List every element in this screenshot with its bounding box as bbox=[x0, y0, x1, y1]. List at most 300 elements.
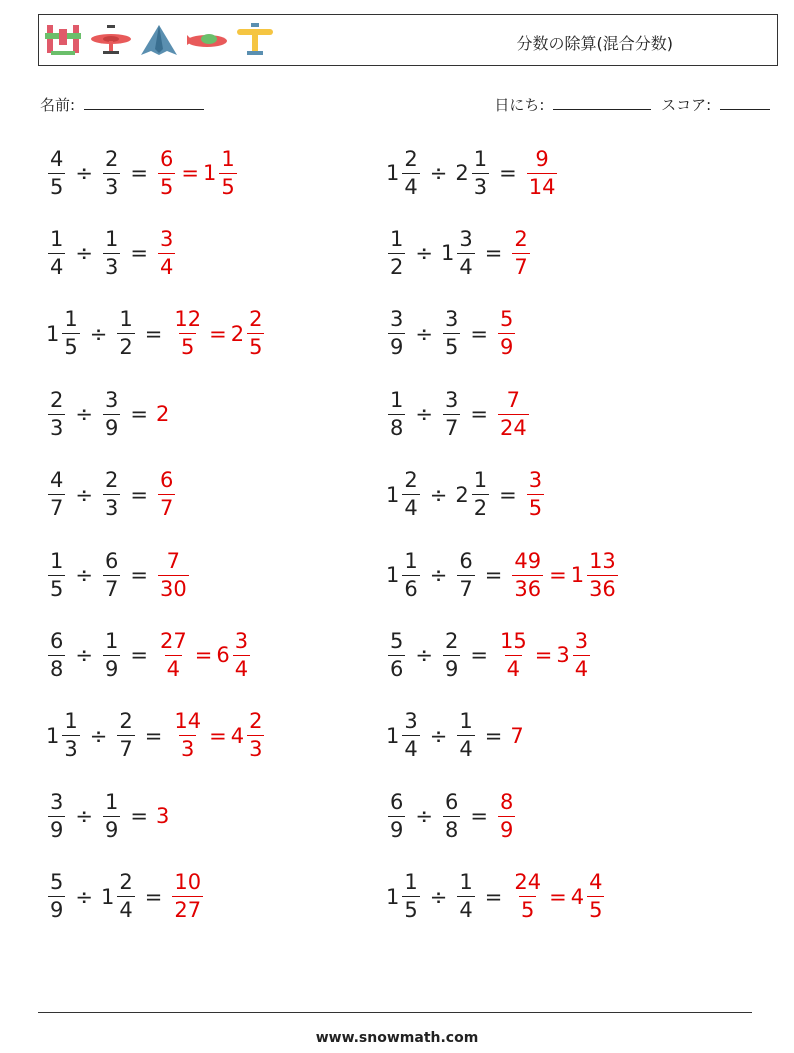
dividend-fraction bbox=[388, 628, 405, 681]
problem-item bbox=[46, 460, 177, 530]
divisor-number bbox=[101, 146, 122, 199]
equals-sign: = bbox=[470, 321, 488, 346]
dividend-number bbox=[46, 789, 67, 842]
dividend-fraction bbox=[48, 789, 65, 842]
divisor-numerator: 1 bbox=[459, 870, 473, 895]
divisor-denominator: 2 bbox=[473, 496, 488, 521]
answer-number bbox=[496, 387, 531, 440]
dividend-denominator: 6 bbox=[404, 576, 418, 601]
divisor-fraction bbox=[472, 146, 489, 199]
answer-mixed-fraction bbox=[587, 548, 618, 601]
answer-denominator: 30 bbox=[159, 576, 187, 601]
problem-item bbox=[386, 862, 606, 932]
equals-sign: = bbox=[144, 723, 163, 748]
dividend-number bbox=[386, 309, 407, 358]
answer bbox=[170, 872, 205, 921]
answer-mixed-whole: 6 bbox=[216, 643, 230, 668]
equals-sign: = bbox=[499, 161, 517, 185]
divisor-fraction bbox=[457, 548, 474, 601]
dividend-denominator: 8 bbox=[50, 656, 64, 681]
divisor-numerator: 1 bbox=[104, 789, 119, 814]
equals-sign: = bbox=[144, 321, 163, 346]
answer-fraction bbox=[512, 548, 543, 601]
answer-number bbox=[510, 548, 545, 601]
divide-sign: ÷ bbox=[89, 723, 108, 748]
divide-sign: ÷ bbox=[429, 884, 448, 909]
divisor-whole: 2 bbox=[455, 161, 469, 185]
answer-number bbox=[156, 470, 177, 519]
divisor-number bbox=[455, 872, 476, 921]
divisor-denominator: 4 bbox=[119, 898, 133, 923]
divisor-numerator: 6 bbox=[104, 548, 119, 573]
divisor-fraction bbox=[457, 872, 474, 921]
answer-fraction bbox=[498, 789, 515, 842]
answer-whole: 3 bbox=[155, 804, 170, 829]
answer-equals-sign: = bbox=[181, 161, 199, 185]
answer-mixed-numerator: 2 bbox=[249, 307, 263, 332]
divisor-number bbox=[101, 872, 137, 921]
divisor-numerator: 1 bbox=[119, 307, 133, 332]
twin-boom-plane-icon bbox=[43, 21, 83, 59]
divisor-fraction bbox=[103, 226, 120, 279]
divisor-fraction bbox=[117, 872, 134, 921]
equals-sign: = bbox=[484, 563, 503, 587]
divide-sign: ÷ bbox=[89, 321, 108, 346]
answer-numerator: 6 bbox=[159, 146, 174, 171]
divide-sign: ÷ bbox=[415, 643, 433, 668]
answer-denominator: 4 bbox=[166, 656, 181, 681]
dividend-number bbox=[46, 309, 82, 358]
dividend-denominator: 8 bbox=[390, 415, 404, 440]
answer bbox=[510, 724, 524, 748]
dividend-numerator: 5 bbox=[50, 870, 64, 895]
divisor-denominator: 5 bbox=[444, 335, 459, 360]
dividend-numerator: 2 bbox=[404, 146, 418, 171]
answer-equals-sign: = bbox=[549, 563, 567, 587]
divisor-number bbox=[455, 711, 476, 760]
dividend-fraction bbox=[388, 789, 405, 842]
divide-sign: ÷ bbox=[75, 884, 93, 909]
answer-numerator: 5 bbox=[499, 307, 514, 332]
problem-item bbox=[46, 620, 252, 690]
equals-sign: = bbox=[130, 402, 148, 427]
dividend-number bbox=[386, 226, 407, 279]
divisor-denominator: 4 bbox=[459, 898, 473, 923]
answer-fraction bbox=[498, 628, 529, 681]
answer-mixed-number bbox=[202, 146, 239, 199]
dividend-denominator: 3 bbox=[64, 737, 78, 762]
dividend-denominator: 3 bbox=[50, 415, 64, 440]
answer-number bbox=[156, 548, 191, 601]
dividend-numerator: 1 bbox=[50, 548, 64, 573]
answer-number bbox=[156, 146, 177, 199]
divisor-fraction bbox=[457, 226, 474, 279]
equals-sign: = bbox=[470, 804, 488, 829]
divisor-numerator: 2 bbox=[119, 870, 133, 895]
divisor-denominator: 3 bbox=[104, 174, 119, 199]
dividend-number bbox=[46, 711, 82, 760]
divisor-number bbox=[455, 146, 491, 199]
divisor-fraction bbox=[457, 711, 474, 760]
divide-sign: ÷ bbox=[415, 321, 433, 346]
answer-numerator: 49 bbox=[514, 548, 542, 573]
dividend-number bbox=[386, 548, 422, 601]
divisor-denominator: 7 bbox=[444, 415, 459, 440]
dividend-number bbox=[46, 628, 67, 681]
answer-mixed-number bbox=[231, 309, 267, 358]
dividend-fraction bbox=[48, 387, 65, 440]
divisor-denominator: 8 bbox=[444, 817, 459, 842]
divisor-denominator: 4 bbox=[459, 737, 473, 762]
answer-denominator: 24 bbox=[499, 415, 527, 440]
name-blank[interactable] bbox=[84, 95, 204, 110]
answer-numerator: 8 bbox=[499, 789, 514, 814]
answer-number bbox=[525, 470, 546, 519]
divide-sign: ÷ bbox=[415, 402, 433, 427]
dividend-numerator: 6 bbox=[390, 789, 404, 814]
dividend-numerator: 3 bbox=[390, 307, 404, 332]
equals-sign: = bbox=[484, 723, 503, 748]
answer-mixed-denominator: 4 bbox=[574, 656, 589, 681]
divide-sign: ÷ bbox=[75, 161, 93, 185]
answer-number bbox=[156, 628, 191, 681]
answer-numerator: 14 bbox=[174, 709, 202, 734]
worksheet-header bbox=[38, 14, 778, 66]
answer-fraction bbox=[498, 387, 529, 440]
divisor-fraction bbox=[443, 387, 460, 440]
equals-sign: = bbox=[130, 482, 148, 507]
stealth-bomber-icon bbox=[139, 21, 179, 59]
dividend-denominator: 4 bbox=[404, 496, 418, 521]
answer-mixed-numerator: 13 bbox=[589, 548, 616, 573]
divisor-denominator: 7 bbox=[459, 576, 473, 601]
answer-fraction bbox=[158, 226, 175, 279]
answer-fraction bbox=[158, 548, 189, 601]
answer-mixed-number bbox=[570, 548, 620, 601]
answer-denominator: 9 bbox=[499, 817, 514, 842]
footer-url: www.snowmath.com bbox=[315, 1030, 479, 1046]
score-label: スコア: bbox=[661, 96, 712, 114]
divisor-number bbox=[101, 387, 122, 440]
divide-sign: ÷ bbox=[429, 563, 448, 587]
dividend-numerator: 3 bbox=[404, 709, 418, 734]
dividend-number bbox=[386, 146, 422, 199]
answer-mixed-number bbox=[556, 628, 592, 681]
problem-item bbox=[46, 379, 170, 449]
dividend-denominator: 5 bbox=[64, 335, 78, 360]
divisor-number bbox=[455, 548, 476, 601]
answer-numerator: 12 bbox=[174, 307, 202, 332]
answer bbox=[156, 628, 252, 681]
answer bbox=[510, 226, 531, 279]
dividend-numerator: 1 bbox=[404, 548, 418, 573]
divisor-numerator: 6 bbox=[459, 548, 473, 573]
answer-denominator: 5 bbox=[159, 174, 174, 199]
dividend-number bbox=[46, 548, 67, 601]
divisor-fraction bbox=[443, 628, 460, 681]
problem-item bbox=[386, 138, 559, 208]
divisor-numerator: 2 bbox=[444, 628, 459, 653]
divisor-whole: 2 bbox=[455, 482, 469, 507]
answer-denominator: 3 bbox=[181, 737, 195, 762]
dividend-fraction bbox=[48, 548, 65, 601]
divisor-number bbox=[115, 309, 136, 358]
dividend-fraction bbox=[62, 711, 79, 760]
divisor-number bbox=[101, 628, 122, 681]
dividend-number bbox=[386, 789, 407, 842]
divisor-number bbox=[101, 470, 122, 519]
equals-sign: = bbox=[130, 563, 148, 587]
divide-sign: ÷ bbox=[429, 482, 448, 507]
answer-mixed-numerator: 1 bbox=[221, 146, 235, 171]
answer-mixed-whole: 4 bbox=[570, 884, 585, 909]
divisor-numerator: 1 bbox=[459, 709, 473, 734]
dividend-denominator: 5 bbox=[50, 576, 64, 601]
answer bbox=[156, 226, 177, 279]
problem-item bbox=[386, 460, 546, 530]
dividend-number bbox=[46, 470, 67, 519]
divisor-fraction bbox=[443, 309, 460, 358]
equals-sign: = bbox=[130, 804, 148, 829]
dividend-fraction bbox=[388, 387, 405, 440]
answer-mixed-whole: 1 bbox=[570, 563, 585, 587]
dividend-number bbox=[386, 711, 422, 760]
answer-mixed-denominator: 3 bbox=[249, 737, 263, 762]
answer bbox=[525, 146, 560, 199]
dividend-numerator: 1 bbox=[64, 709, 78, 734]
dividend-number bbox=[386, 872, 422, 921]
answer-denominator: 27 bbox=[174, 898, 202, 923]
answer-mixed-numerator: 4 bbox=[589, 870, 603, 895]
answer-mixed-numerator: 3 bbox=[234, 628, 249, 653]
answer-number bbox=[496, 789, 517, 842]
divisor-whole: 1 bbox=[440, 241, 455, 266]
dividend-fraction bbox=[48, 872, 65, 921]
answer-mixed-fraction bbox=[587, 872, 604, 921]
problem-item bbox=[46, 218, 177, 288]
answer-mixed-fraction bbox=[219, 146, 236, 199]
problem-item bbox=[386, 620, 592, 690]
divide-sign: ÷ bbox=[75, 241, 93, 266]
divisor-fraction bbox=[443, 789, 460, 842]
dividend-numerator: 2 bbox=[404, 468, 418, 493]
name-label: 名前: bbox=[40, 96, 76, 114]
yellow-biplane-icon bbox=[235, 21, 275, 59]
answer bbox=[496, 628, 592, 681]
answer-mixed-fraction bbox=[573, 628, 590, 681]
answer-denominator: 4 bbox=[506, 656, 521, 681]
answer-fraction bbox=[158, 470, 175, 519]
answer-number bbox=[156, 226, 177, 279]
problem-item bbox=[386, 299, 517, 369]
answer-number bbox=[156, 804, 170, 828]
answer bbox=[496, 387, 531, 440]
dividend-numerator: 5 bbox=[390, 628, 404, 653]
answer-denominator: 7 bbox=[514, 254, 528, 279]
divisor-numerator: 2 bbox=[119, 709, 133, 734]
dividend-fraction bbox=[402, 548, 419, 601]
answer-mixed-denominator: 36 bbox=[589, 576, 616, 601]
divisor-numerator: 3 bbox=[444, 387, 459, 412]
dividend-denominator: 2 bbox=[390, 254, 404, 279]
answer-denominator: 14 bbox=[528, 174, 556, 199]
dividend-numerator: 4 bbox=[50, 468, 64, 493]
answer-mixed-whole: 3 bbox=[556, 643, 570, 668]
divisor-denominator: 4 bbox=[459, 254, 473, 279]
answer-mixed-denominator: 4 bbox=[234, 656, 249, 681]
divisor-numerator: 3 bbox=[444, 307, 459, 332]
answer-number bbox=[496, 309, 517, 358]
date-label: 日にち: bbox=[494, 96, 545, 114]
answer-fraction bbox=[158, 146, 175, 199]
icon-strip bbox=[43, 21, 275, 59]
divisor-number bbox=[441, 387, 462, 440]
equals-sign: = bbox=[470, 643, 488, 668]
divide-sign: ÷ bbox=[415, 241, 433, 266]
dividend-numerator: 1 bbox=[390, 226, 404, 251]
divisor-number bbox=[441, 789, 462, 842]
dividend-fraction bbox=[48, 628, 65, 681]
dividend-number bbox=[386, 470, 422, 519]
answer-denominator: 4 bbox=[159, 254, 174, 279]
answer-whole: 7 bbox=[510, 723, 524, 748]
divisor-numerator: 1 bbox=[104, 226, 119, 251]
dividend-number bbox=[46, 387, 67, 440]
problem-item bbox=[386, 379, 531, 449]
divide-sign: ÷ bbox=[75, 643, 93, 668]
problem-item bbox=[46, 781, 170, 851]
problem-item bbox=[46, 299, 266, 369]
answer bbox=[170, 309, 266, 358]
problem-item bbox=[46, 138, 239, 208]
problem-item bbox=[46, 540, 191, 610]
answer-numerator: 10 bbox=[174, 870, 202, 895]
problem-item bbox=[46, 701, 266, 771]
answer-numerator: 3 bbox=[528, 468, 543, 493]
answer-mixed-whole: 4 bbox=[230, 723, 245, 748]
dividend-fraction bbox=[388, 226, 405, 279]
dividend-denominator: 9 bbox=[50, 898, 64, 923]
answer-fraction bbox=[512, 872, 543, 921]
answer-numerator: 27 bbox=[159, 628, 187, 653]
divisor-numerator: 3 bbox=[459, 226, 473, 251]
divide-sign: ÷ bbox=[429, 723, 448, 748]
answer-mixed-number bbox=[571, 872, 607, 921]
worksheet-title: 分数の除算(混合分数) bbox=[516, 34, 673, 53]
dividend-numerator: 2 bbox=[50, 387, 64, 412]
answer-equals-sign: = bbox=[209, 723, 227, 748]
dividend-number bbox=[46, 226, 67, 279]
dividend-numerator: 3 bbox=[50, 789, 64, 814]
answer-mixed-fraction bbox=[233, 628, 250, 681]
answer-fraction bbox=[172, 309, 203, 358]
answer-fraction bbox=[527, 146, 558, 199]
divisor-numerator: 2 bbox=[104, 146, 119, 171]
dividend-fraction bbox=[402, 470, 419, 519]
answer bbox=[170, 711, 266, 760]
divisor-denominator: 7 bbox=[104, 576, 119, 601]
answer bbox=[156, 548, 191, 601]
divisor-number bbox=[101, 548, 122, 601]
answer-equals-sign: = bbox=[209, 321, 227, 346]
answer-denominator: 9 bbox=[499, 335, 514, 360]
equals-sign: = bbox=[499, 482, 517, 507]
dividend-denominator: 5 bbox=[50, 174, 64, 199]
answer-fraction bbox=[158, 628, 189, 681]
dividend-numerator: 4 bbox=[50, 146, 64, 171]
divide-sign: ÷ bbox=[415, 804, 433, 829]
answer-denominator: 5 bbox=[528, 496, 543, 521]
divisor-denominator: 9 bbox=[104, 656, 119, 681]
equals-sign: = bbox=[130, 161, 148, 185]
answer-numerator: 24 bbox=[514, 870, 542, 895]
dividend-number bbox=[46, 146, 67, 199]
dividend-number bbox=[386, 628, 407, 681]
answer-numerator: 7 bbox=[506, 387, 521, 412]
divisor-number bbox=[115, 711, 136, 760]
divide-sign: ÷ bbox=[429, 161, 448, 185]
problem-item bbox=[386, 218, 532, 288]
dividend-number bbox=[386, 387, 407, 440]
divisor-number bbox=[440, 226, 477, 279]
divisor-number bbox=[101, 226, 122, 279]
answer-numerator: 3 bbox=[159, 226, 174, 251]
answer-numerator: 2 bbox=[514, 226, 528, 251]
answer-number bbox=[510, 724, 524, 748]
divisor-fraction bbox=[103, 789, 120, 842]
dividend-denominator: 9 bbox=[390, 335, 404, 360]
answer bbox=[156, 804, 170, 828]
divisor-denominator: 2 bbox=[119, 335, 133, 360]
divisor-numerator: 1 bbox=[473, 146, 488, 171]
divisor-number bbox=[101, 789, 122, 842]
divisor-fraction bbox=[103, 387, 120, 440]
answer bbox=[156, 146, 239, 199]
problem-item bbox=[386, 540, 620, 610]
dividend-denominator: 4 bbox=[404, 737, 418, 762]
answer-number bbox=[496, 628, 531, 681]
dividend-fraction bbox=[402, 711, 419, 760]
dividend-fraction bbox=[62, 309, 79, 358]
date-blank[interactable] bbox=[553, 95, 651, 110]
equals-sign: = bbox=[130, 241, 148, 266]
dividend-numerator: 1 bbox=[64, 307, 78, 332]
divisor-fraction bbox=[103, 628, 120, 681]
dividend-fraction bbox=[48, 226, 65, 279]
answer bbox=[525, 470, 546, 519]
dividend-denominator: 4 bbox=[404, 174, 418, 199]
equals-sign: = bbox=[130, 643, 148, 668]
answer-numerator: 6 bbox=[159, 468, 174, 493]
answer-fraction bbox=[172, 872, 203, 921]
answer-number bbox=[170, 872, 205, 921]
dividend-denominator: 9 bbox=[390, 817, 404, 842]
dividend-numerator: 1 bbox=[404, 870, 418, 895]
answer-equals-sign: = bbox=[534, 643, 553, 668]
dividend-whole: 1 bbox=[46, 321, 60, 346]
dividend-fraction bbox=[402, 146, 419, 199]
answer bbox=[156, 470, 177, 519]
answer-equals-sign: = bbox=[549, 884, 567, 909]
answer bbox=[496, 309, 517, 358]
dividend-number bbox=[46, 872, 67, 921]
answer-number bbox=[170, 309, 205, 358]
divisor-denominator: 9 bbox=[104, 817, 119, 842]
dividend-numerator: 1 bbox=[390, 387, 404, 412]
dividend-fraction bbox=[402, 872, 419, 921]
answer-numerator: 7 bbox=[166, 548, 181, 573]
score-blank[interactable] bbox=[720, 95, 770, 110]
